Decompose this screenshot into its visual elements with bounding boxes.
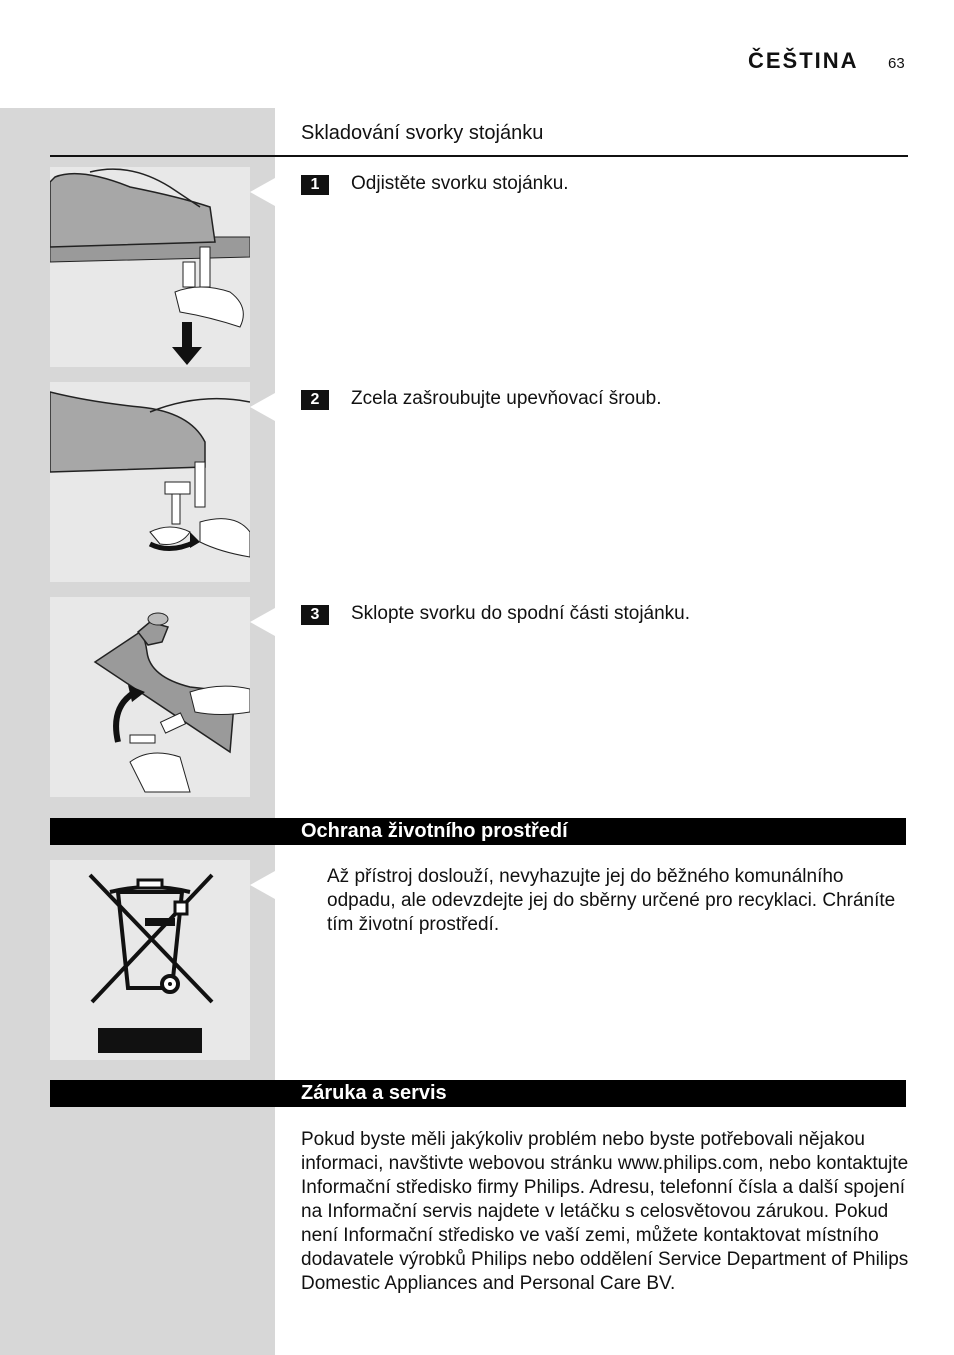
warranty-text (301, 1128, 911, 1296)
warranty-heading: Záruka a servis (301, 1082, 447, 1104)
step-2-illustration (50, 382, 250, 582)
environment-heading: Ochrana životního prostředí (301, 820, 568, 842)
environment-heading-bar (50, 818, 906, 845)
warranty-heading-bar (50, 1080, 906, 1107)
section-divider (50, 155, 908, 157)
step-text: Sklopte svorku do spodní části stojánku. (351, 603, 691, 624)
step-text: Zcela zašroubujte upevňovací šroub. (351, 388, 662, 409)
step-number: 1 (301, 175, 329, 195)
step-number: 2 (301, 390, 329, 410)
step-number: 3 (301, 605, 329, 625)
philips-website-link[interactable]: www.philips.com (617, 1153, 759, 1174)
figure-pointer (250, 608, 275, 636)
page-number: 63 (888, 55, 905, 72)
storage-section-title: Skladování svorky stojánku (301, 122, 544, 144)
step-3-illustration (50, 597, 250, 797)
figure-pointer (250, 871, 275, 899)
step-1-illustration (50, 167, 250, 367)
weee-bin-icon (50, 860, 250, 1060)
step-text: Odjistěte svorku stojánku. (351, 173, 569, 194)
figure-pointer (250, 393, 275, 421)
language-heading: ČEŠTINA (748, 48, 859, 73)
warranty-text-part: Pokud byste měli jakýkoliv problém nebo byste potřebovali nějakou informaci, navštivte webovou stránku (301, 1129, 865, 1174)
figure-pointer (250, 178, 275, 206)
warranty-text-part: , nebo kontaktujte Informační středisko firmy Philips. Adresu, telefonní čísla a další spojení na Informační servis najdete v letáčku s celosvětovou zárukou. Pokud není Informační středisko ve vaší zemi, můžete kontaktovat místního dodavatele výrobků Philips nebo oddělení Service Department of Philips Domestic Appliances and Personal Care BV. (301, 1153, 909, 1294)
environment-text: Až přístroj doslouží, nevyhazujte jej do běžného komunálního odpadu, ale odevzdejte jej do sběrny určené pro recyklaci. Chráníte tím životní prostředí. (327, 866, 896, 935)
